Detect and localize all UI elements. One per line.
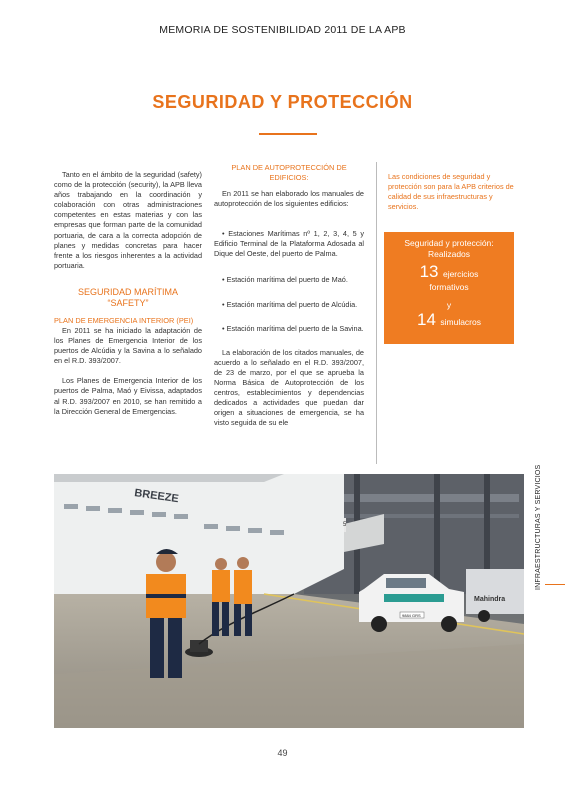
title-underline [259,133,317,135]
page-number: 49 [277,748,288,758]
bullet-item: • Estación marítima del puerto de Alcúdia. [222,299,358,309]
pei-paragraph-2: Los Planes de Emergencia Interior de los puertos de Palma, Maó y Eivissa, adaptados al R.D. 393/2007 en 2010, se han remitido a la Dirección General de Emergencias. [54,376,202,416]
section-title [54,287,202,309]
car-plate-text: 9884 GRS [402,613,421,618]
manuales-paragraph: La elaboración de los citados manuales, de acuerdo a lo señalado en el R.D. 393/2007, de 23 de marzo, por el que se aprueba la Norma Básica de Autoprotección de los centros, establecimientos y dependencias dedicados a actividades que puedan dar origen a situaciones de emergencia, se ha visto seguida de su ele [214,347,364,428]
section-title-line2: “SAFETY” [107,297,149,308]
intro-paragraph: Tanto en el ámbito de la seguridad (safety) como de la protección (security), la APB lleva años trabajando en la coordinación y colaboración con otras administraciones competentes en estas materias y con las empresas que forman parte de la comunidad portuaria, de cara a la correcta adopción de planes y medidas concretas para hacer frente a los riesgos inherentes a la actividad portuaria. [54,170,202,270]
page-title: SEGURIDAD Y PROTECCIÓN [152,92,413,112]
bullet-item: • Estaciones Marítimas nº 1, 2, 3, 4, 5 y Edificio Terminal de la Plataforma Adosada al Dique del Oeste, del puerto de Palma. [214,229,364,259]
subsection-title-line2: EDIFICIOS: [269,173,309,182]
running-header: MEMORIA DE SOSTENIBILIDAD 2011 DE LA APB [159,24,406,36]
section-title-line1: SEGURIDAD MARÍTIMA [77,286,178,297]
subsection-title-pei: PLAN DE EMERGENCIA INTERIOR (PEI) [54,315,194,325]
section-side-label: INFRAESTRUCTURAS Y SERVICIOS [535,464,542,590]
port-photo [54,474,524,728]
bullet-item: • Estación marítima del puerto de la Savina. [222,323,364,333]
side-label-accent [545,584,565,585]
port-photo-illustration [54,474,524,728]
truck-brand-text: Mahindra [474,596,506,603]
gangway-number-text: 5 [343,522,347,528]
column-middle [214,163,364,429]
column-left [54,170,202,417]
bullet-item: • Estación marítima del puerto de Maó. [222,275,348,285]
stat-drills-number: 14 [417,310,436,329]
stats-subheading: Realizados [427,249,471,259]
subsection-title-line1: PLAN DE AUTOPROTECCIÓN DE [231,163,347,172]
ship-name-text: BREEZE [133,487,180,506]
column-divider [376,162,377,464]
stats-connector: y [446,300,452,310]
stats-heading: Seguridad y protección: [404,238,494,248]
stat-drills-label: simulacros [440,317,481,327]
subsection-title-autoproteccion [214,163,364,183]
stat-exercises-label-a: ejercicios [442,269,479,279]
stat-exercises-number: 13 [419,262,439,281]
pull-quote: Las condiciones de seguridad y protección son para la APB criterios de calidad de sus infraestructuras y servicios. [388,172,514,211]
stats-box [384,232,514,344]
pei-paragraph-1: En 2011 se ha iniciado la adaptación de los Planes de Emergencia Interior de los puertos de Alcúdia y la Savina a lo señalado en el R.D. 393/2007. [54,325,202,366]
stat-exercises-label-b: formativos [429,282,469,292]
autoproteccion-paragraph: En 2011 se han elaborado los manuales de autoprotección de los siguientes edificios: [214,189,364,209]
